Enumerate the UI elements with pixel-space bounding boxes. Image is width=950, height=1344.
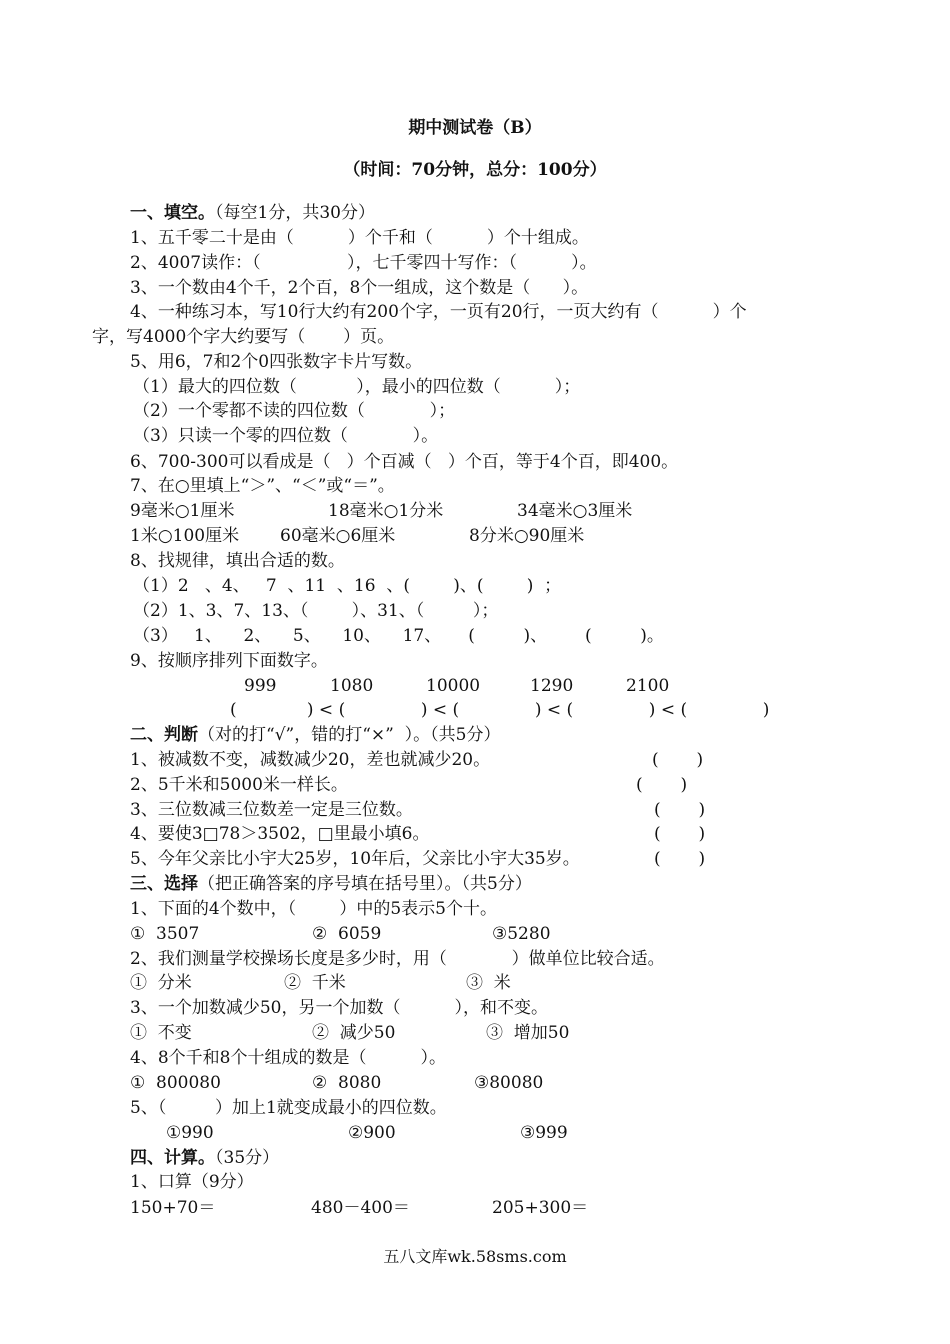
s1-q5: 5、用6，7和2个0四张数字卡片写数。: [130, 352, 423, 372]
footer-watermark: 五八文库wk.58sms.com: [383, 1247, 567, 1266]
s3-q4-opt-2: ② 8080: [312, 1073, 382, 1093]
section-4-heading: 四、计算。（35分）: [130, 1148, 280, 1168]
s2-item-3: 3、三位数减三位数差一定是三位数。: [130, 800, 413, 820]
s4-calc-3: 205+300＝: [492, 1198, 589, 1218]
s3-q5: 5、（ ）加上1就变成最小的四位数。: [130, 1098, 447, 1118]
s2-item-5: 5、今年父亲比小宇大25岁，10年后，父亲比小宇大35岁。: [130, 849, 580, 869]
s4-q1: 1、口算（9分）: [130, 1172, 254, 1192]
s1-q5-1: （1）最大的四位数（ ），最小的四位数（ ）；: [133, 377, 581, 397]
s3-q2-opt-3: ③ 米: [466, 973, 511, 993]
s1-q3: 3、一个数由4个千，2个百，8个一组成，这个数是（ ）。: [130, 278, 589, 298]
s2-item-1: 1、被减数不变，减数减少20，差也就减少20。: [130, 750, 491, 770]
s3-q3-opt-3: ③ 增加50: [486, 1023, 570, 1043]
s1-q6: 6、700-300可以看成是（ ）个百减（ ）个百，等于4个百，即400。: [130, 452, 679, 472]
s1-q4-line1: 4、一种练习本，写10行大约有200个字，一页有20行，一页大约有（ ）个: [130, 302, 747, 322]
section-1-heading: 一、填空。（每空1分，共30分）: [130, 203, 375, 223]
s3-q1: 1、下面的4个数中，（ ）中的5表示5个十。: [130, 899, 497, 919]
section-3-heading: 三、选择（把正确答案的序号填在括号里）。（共5分）: [130, 874, 532, 894]
s1-q7: 7、在○里填上“＞”、“＜”或“＝”。: [130, 476, 395, 496]
s1-q5-3: （3）只读一个零的四位数（ ）。: [133, 426, 439, 446]
s1-q7-r1-c: 34毫米○3厘米: [517, 501, 633, 521]
s3-q3: 3、一个加数减少50，另一个加数（ ），和不变。: [130, 998, 548, 1018]
s1-q7-r2-c: 8分米○90厘米: [469, 526, 585, 546]
s3-q1-opt-3: ③5280: [492, 924, 551, 944]
s3-q2: 2、我们测量学校操场长度是多少时，用（ ）做单位比较合适。: [130, 949, 665, 969]
s1-q8: 8、找规律，填出合适的数。: [130, 551, 345, 571]
page-title: 期中测试卷（B）: [408, 118, 542, 138]
s1-q9-num-4: 1290: [530, 676, 574, 696]
s1-q9-num-5: 2100: [626, 676, 670, 696]
s1-q9-order-line: ( ) < ( ) < ( ) < ( ) < ( ): [230, 700, 770, 720]
s1-q9-num-3: 10000: [426, 676, 481, 696]
s3-q4-opt-1: ① 800080: [130, 1073, 221, 1093]
s1-q9-num-2: 1080: [330, 676, 374, 696]
s3-q1-opt-2: ② 6059: [312, 924, 382, 944]
s3-q5-opt-2: ②900: [348, 1123, 396, 1143]
s2-paren-3: ( ): [654, 800, 706, 820]
s3-q5-opt-3: ③999: [520, 1123, 568, 1143]
s1-q7-r1-a: 9毫米○1厘米: [130, 501, 235, 521]
s3-q1-opt-1: ① 3507: [130, 924, 200, 944]
s2-paren-2: ( ): [636, 775, 688, 795]
s3-q5-opt-1: ①990: [166, 1123, 214, 1143]
s1-q7-r1-b: 18毫米○1分米: [328, 501, 444, 521]
s2-paren-4: ( ): [654, 824, 706, 844]
s1-q8-1: （1）2 、4、 7 、11 、16 、( )、( ) ；: [133, 576, 562, 596]
s1-q1: 1、五千零二十是由（ ）个千和（ ）个十组成。: [130, 228, 589, 248]
s2-paren-1: ( ): [652, 750, 704, 770]
s1-q9-num-1: 999: [244, 676, 277, 696]
s3-q4: 4、8个千和8个十组成的数是（ ）。: [130, 1048, 446, 1068]
s3-q4-opt-3: ③80080: [474, 1073, 544, 1093]
s1-q4-line2: 字，写4000个字大约要写（ ）页。: [92, 327, 395, 347]
section-2-heading: 二、判断（对的打“√”，错的打“×” ）。（共5分）: [130, 725, 501, 745]
s1-q8-3: （3） 1、 2、 5、 10、 17、 ( )、 ( )。: [133, 626, 664, 646]
s2-item-4: 4、要使3□78＞3502，□里最小填6。: [130, 824, 430, 844]
s1-q8-2: （2）1、3、7、13、（ ）、31、（ ）；: [133, 601, 499, 621]
s1-q7-r2-b: 60毫米○6厘米: [280, 526, 396, 546]
s3-q3-opt-2: ② 减少50: [312, 1023, 396, 1043]
s3-q2-opt-2: ② 千米: [284, 973, 346, 993]
s4-calc-2: 480－400＝: [311, 1198, 410, 1218]
s3-q2-opt-1: ① 分米: [130, 973, 192, 993]
s3-q3-opt-1: ① 不变: [130, 1023, 192, 1043]
s2-paren-5: ( ): [654, 849, 706, 869]
s1-q2: 2、4007读作：（ ），七千零四十写作：（ ）。: [130, 253, 597, 273]
s1-q5-2: （2）一个零都不读的四位数（ ）；: [133, 401, 456, 421]
s4-calc-1: 150+70＝: [130, 1198, 216, 1218]
page-subtitle: （时间：70分钟，总分：100分）: [343, 160, 607, 180]
s1-q9: 9、按顺序排列下面数字。: [130, 651, 328, 671]
s2-item-2: 2、5千米和5000米一样长。: [130, 775, 348, 795]
s1-q7-r2-a: 1米○100厘米: [130, 526, 240, 546]
